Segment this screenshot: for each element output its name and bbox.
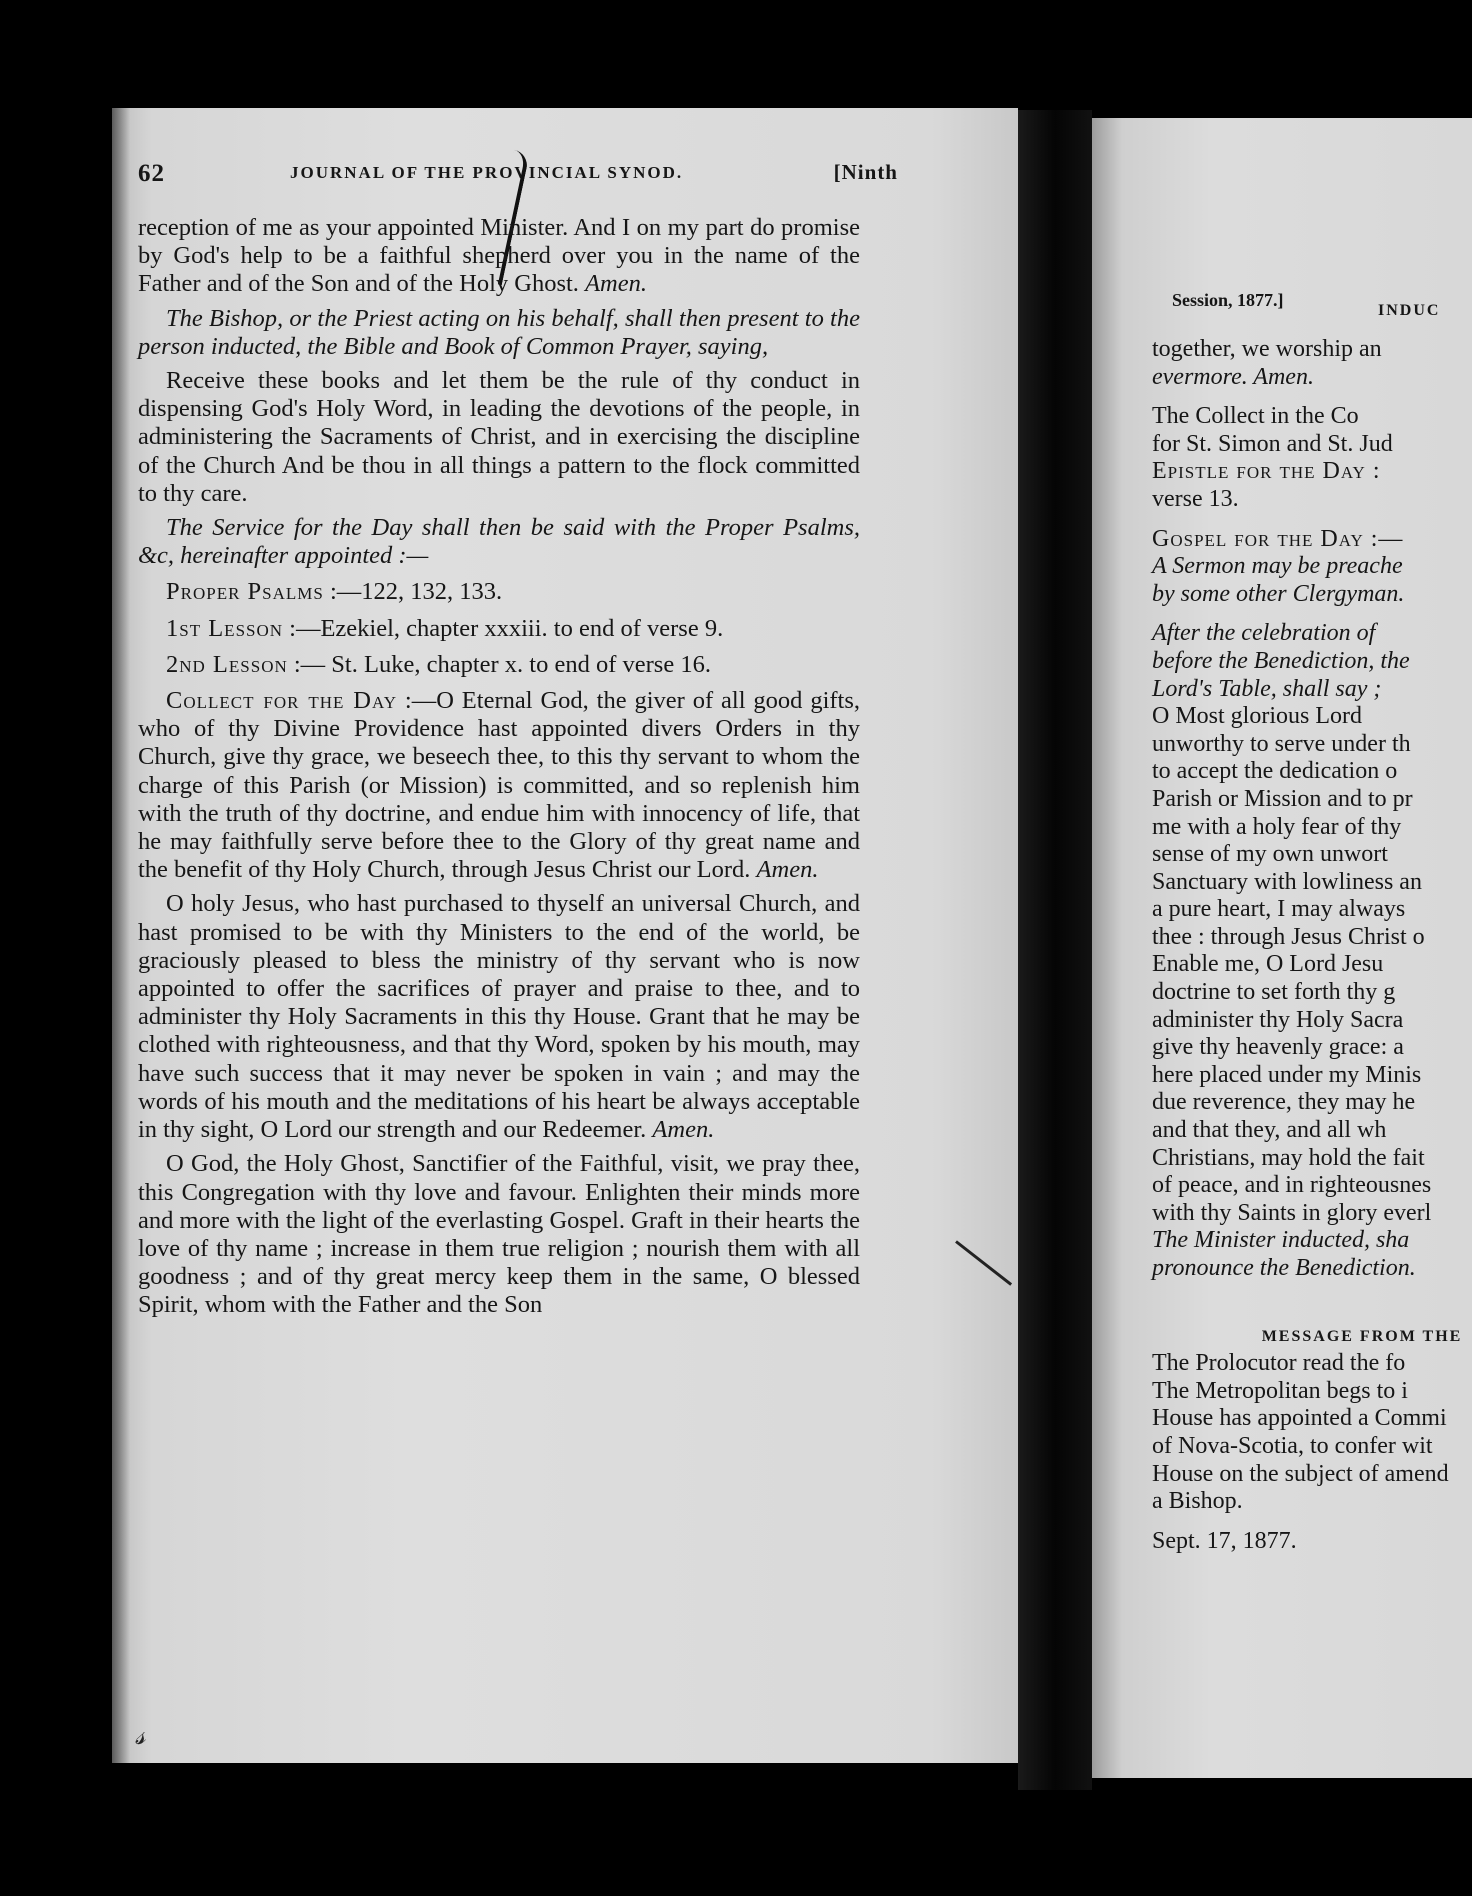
- collect-paragraph: Collect for the Day :—O Eternal God, the giver of all good gifts, who of thy Divine Providence hast appointed divers Orders in thy Church, give thy grace, we beseech thee, to this thy servant to whom the charge of this Parish (or Mission) is committed, and so replenish him with the truth of thy doctrine, and endue him with innocency of life, that he may faithfully serve before thee to the Glory of thy great name and the benefit of thy Holy Church, through Jesus Christ our Lord. Amen.: [138, 687, 861, 884]
- right-line: Parish or Mission and to pr: [1152, 785, 1413, 812]
- right-line: sense of my own unwort: [1152, 841, 1388, 868]
- right-line: doctrine to set forth thy g: [1152, 979, 1396, 1006]
- rubric: The Service for the Day shall then be said with the Proper Psalms, &c, hereinafter appointed :—: [138, 514, 860, 570]
- right-line: give thy heavenly grace: a: [1152, 1034, 1404, 1061]
- left-text-column: [138, 214, 860, 1326]
- right-section-heading: MESSAGE FROM THE: [1261, 1327, 1463, 1345]
- right-line: a Bishop.: [1152, 1488, 1243, 1515]
- right-line: administer thy Holy Sacra: [1152, 1006, 1404, 1033]
- right-line: The Prolocutor read the fo: [1152, 1350, 1406, 1377]
- right-line: evermore. Amen.: [1152, 363, 1314, 390]
- right-line: before the Benediction, the: [1152, 647, 1410, 674]
- right-line: thee : through Jesus Christ o: [1152, 923, 1425, 950]
- right-line: Christians, may hold the fait: [1152, 1144, 1425, 1171]
- right-line: The Collect in the Co: [1152, 403, 1359, 430]
- right-line: a pure heart, I may always: [1152, 896, 1406, 923]
- rubric: The Bishop, or the Priest acting on his behalf, shall then present to the person inducted, the Bible and Book of Common Prayer, saying,: [138, 304, 860, 360]
- paragraph: Receive these books and let them be the rule of thy conduct in dispensing God's Holy Word, in leading the devotions of the people, in administering the Sacraments of Christ, and in exercising the discipline of the Church And be thou in all things a pattern to the flock committed to thy care.: [138, 367, 860, 507]
- right-text-column: [1152, 336, 1472, 1555]
- running-title: JOURNAL OF THE PROVINCIAL SYNOD.: [290, 163, 684, 182]
- right-line: together, we worship an: [1152, 336, 1382, 362]
- right-line: Lord's Table, shall say ;: [1152, 675, 1382, 702]
- right-line: The Metropolitan begs to i: [1152, 1377, 1408, 1404]
- right-line: Enable me, O Lord Jesu: [1152, 951, 1384, 978]
- right-running-session: Session, 1877.]: [1172, 290, 1284, 310]
- right-line: unworthy to serve under th: [1152, 730, 1411, 757]
- right-date-line: Sept. 17, 1877.: [1152, 1527, 1297, 1554]
- right-line: due reverence, they may he: [1152, 1089, 1416, 1116]
- right-line: to accept the dedication o: [1152, 758, 1398, 785]
- right-line: of peace, and in righteousnes: [1152, 1172, 1432, 1199]
- running-session: [Ninth: [833, 160, 898, 184]
- right-line: here placed under my Minis: [1152, 1061, 1422, 1088]
- right-line: verse 13.: [1152, 485, 1239, 512]
- book-gutter: [1018, 110, 1092, 1790]
- paragraph: O holy Jesus, who hast purchased to thyself an universal Church, and hast promised to be with thy Ministers to the end of the world, be graciously pleased to bless the ministry of thy servant who is now appointed to offer the sacrifices of prayer and praise to thee, and to administer thy Holy Sacraments in this thy House. Grant that he may be clothed with righteousness, and that thy Word, spoken by his mouth, may have such success that it may never be spoken in vain ; and may the words of his mouth and the meditations of his heart be always acceptable in thy sight, O Lord our strength and our Redeemer. Amen.: [138, 890, 860, 1144]
- right-line: by some other Clergyman.: [1152, 580, 1405, 607]
- right-line: O Most glorious Lord: [1152, 703, 1362, 730]
- right-line: for St. Simon and St. Jud: [1152, 430, 1393, 457]
- right-line: A Sermon may be preache: [1152, 553, 1403, 580]
- right-line: House on the subject of amend: [1152, 1460, 1449, 1487]
- first-lesson-line: 1st Lesson :—Ezekiel, chapter xxxiii. to end of verse 9.: [166, 614, 724, 642]
- margin-scribble: 𝓈: [135, 1720, 146, 1751]
- right-line: and that they, and all wh: [1152, 1117, 1387, 1144]
- right-line: of Nova-Scotia, to confer wit: [1152, 1432, 1433, 1459]
- page-number: 62: [138, 160, 165, 187]
- second-lesson-line: 2nd Lesson :— St. Luke, chapter x. to end of verse 16.: [166, 650, 711, 678]
- right-line: me with a holy fear of thy: [1152, 813, 1402, 840]
- right-line: The Minister inducted, sha: [1152, 1227, 1410, 1254]
- right-line: Epistle for the Day :: [1152, 458, 1381, 485]
- paragraph: O God, the Holy Ghost, Sanctifier of the Faithful, visit, we pray thee, this Congregation with thy love and favour. Enlighten their minds more and more with the light of the everlasting Gospel. Graft in their hearts the love of thy name ; increase in them true religion ; nourish them with all goodness ; and of thy great mercy keep them in the same, O blessed Spirit, whom with the Father and the Son: [138, 1150, 860, 1319]
- right-line: House has appointed a Commi: [1152, 1405, 1447, 1432]
- right-line: Sanctuary with lowliness an: [1152, 868, 1422, 895]
- right-line: pronounce the Benediction.: [1152, 1255, 1416, 1281]
- paragraph: reception of me as your appointed Minister. And I on my part do promise by God's help to be a faithful shepherd over you in the name of the Father and of the Son and of the Holy Ghost. Amen.: [138, 214, 860, 298]
- right-line: Gospel for the Day :—: [1152, 525, 1404, 552]
- right-running-title: INDUC: [1378, 302, 1441, 319]
- right-line: After the celebration of: [1152, 620, 1376, 647]
- right-page: [1092, 118, 1472, 1778]
- right-line: with thy Saints in glory everl: [1152, 1199, 1432, 1226]
- left-page-edge-shadow: [112, 108, 130, 1763]
- proper-psalms-line: Proper Psalms :—122, 132, 133.: [166, 578, 503, 606]
